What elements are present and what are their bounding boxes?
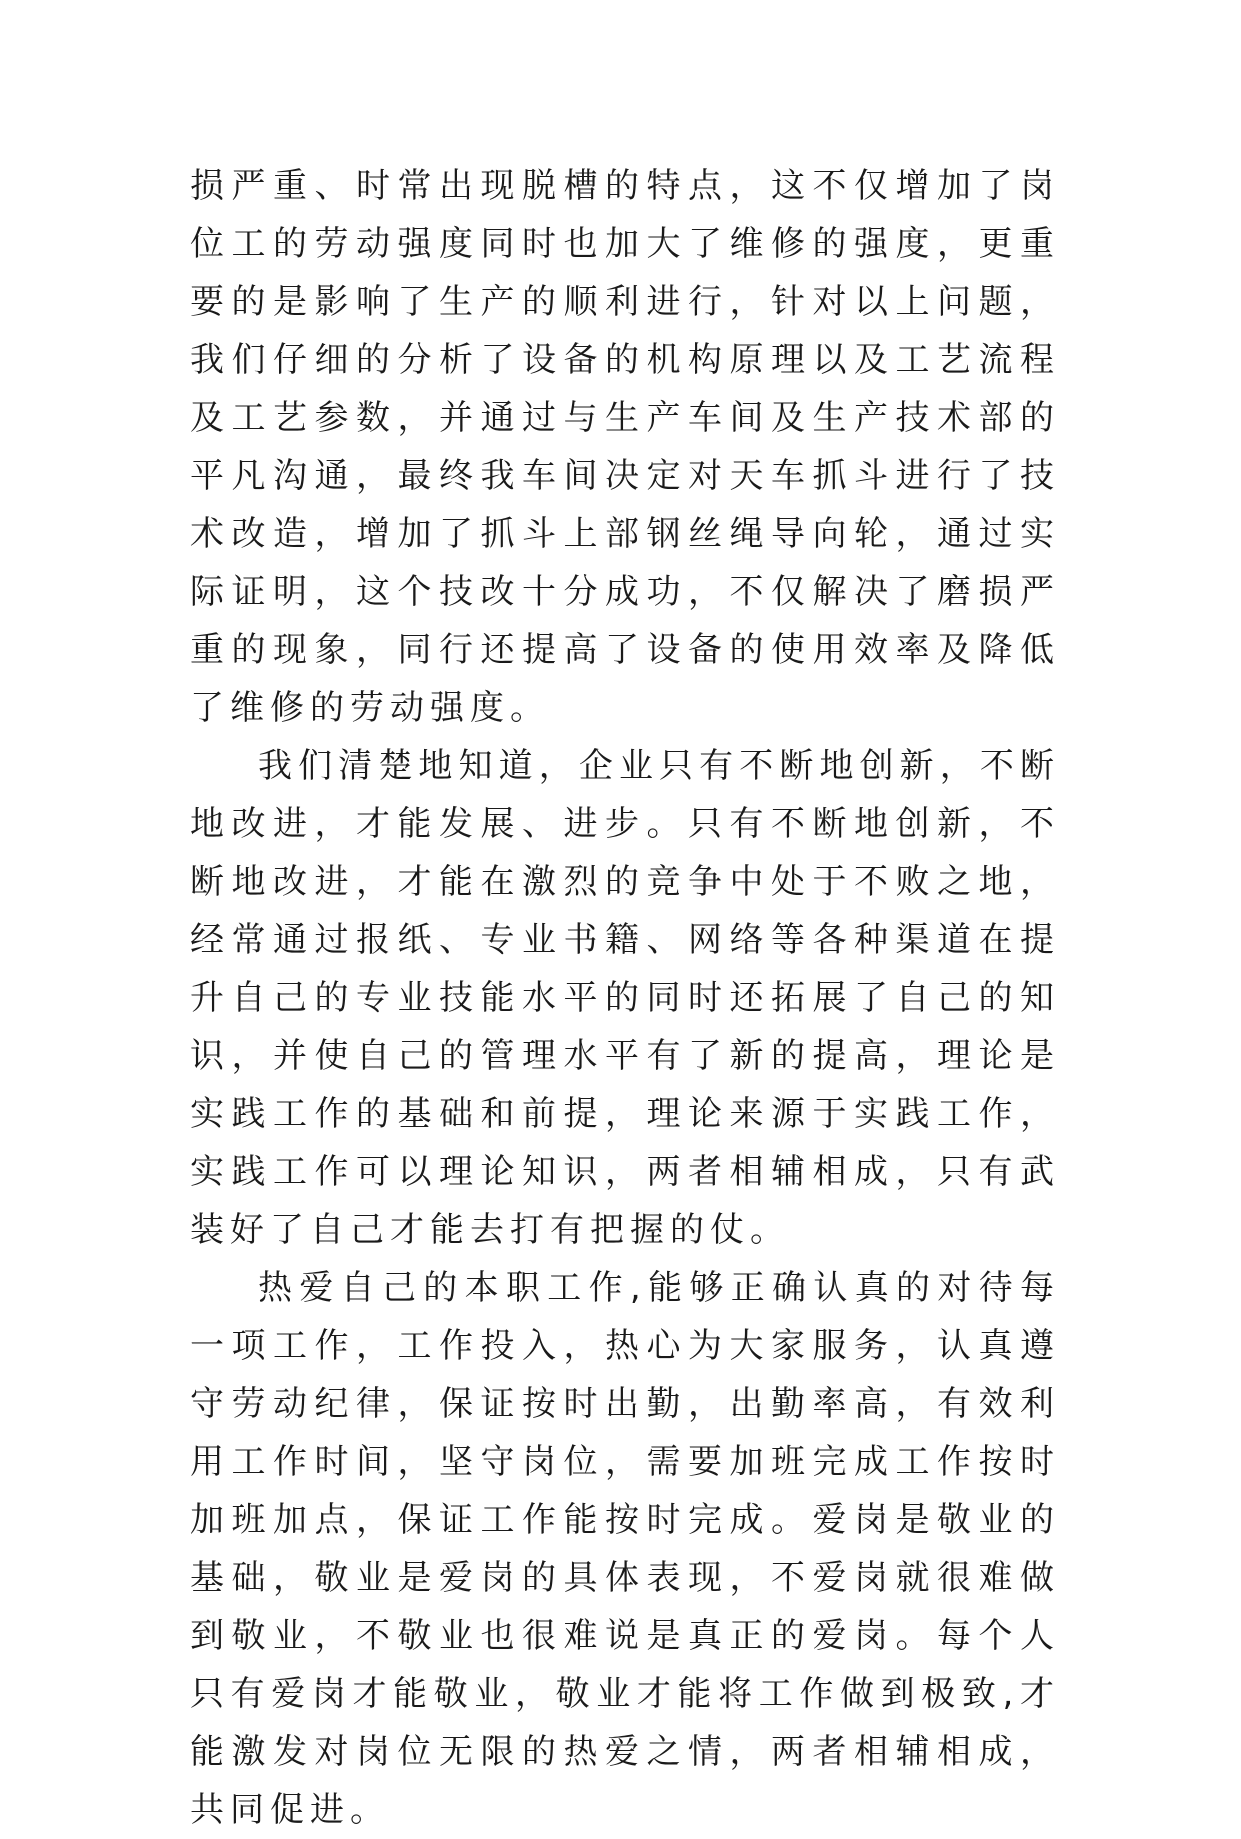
document-body [190,157,1060,1839]
paragraph-3: 热爱自己的本职工作,能够正确认真的对待每一项工作，工作投入，热心为大家服务，认真遵守劳动纪律，保证按时出勤，出勤率高，有效利用工作时间，坚守岗位，需要加班完成工作按时加班加点，保证工作能按时完成。爱岗是敬业的基础，敬业是爱岗的具体表现，不爱岗就很难做到敬业，不敬业也很难说是真正的爱岗。每个人只有爱岗才能敬业，敬业才能将工作做到极致,才能激发对岗位无限的热爱之情，两者相辅相成，共同促进。 [190,1268,1060,1830]
paragraph-1: 损严重、时常出现脱槽的特点，这不仅增加了岗位工的劳动强度同时也加大了维修的强度，更重要的是影响了生产的顺利进行，针对以上问题，我们仔细的分析了设备的机构原理以及工艺流程及工艺参数，并通过与生产车间及生产技术部的平凡沟通，最终我车间决定对天车抓斗进行了技术改造，增加了抓斗上部钢丝绳导向轮，通过实际证明，这个技改十分成功，不仅解决了磨损严重的现象，同行还提高了设备的使用效率及降低了维修的劳动强度。 [190,166,1060,728]
paragraph-2: 我们清楚地知道，企业只有不断地创新，不断地改进，才能发展、进步。只有不断地创新，不断地改进，才能在激烈的竞争中处于不败之地，经常通过报纸、专业书籍、网络等各种渠道在提升自己的专业技能水平的同时还拓展了自己的知识，并使自己的管理水平有了新的提高，理论是实践工作的基础和前提，理论来源于实践工作，实践工作可以理论知识，两者相辅相成，只有武装好了自己才能去打有把握的仗。 [190,746,1060,1250]
